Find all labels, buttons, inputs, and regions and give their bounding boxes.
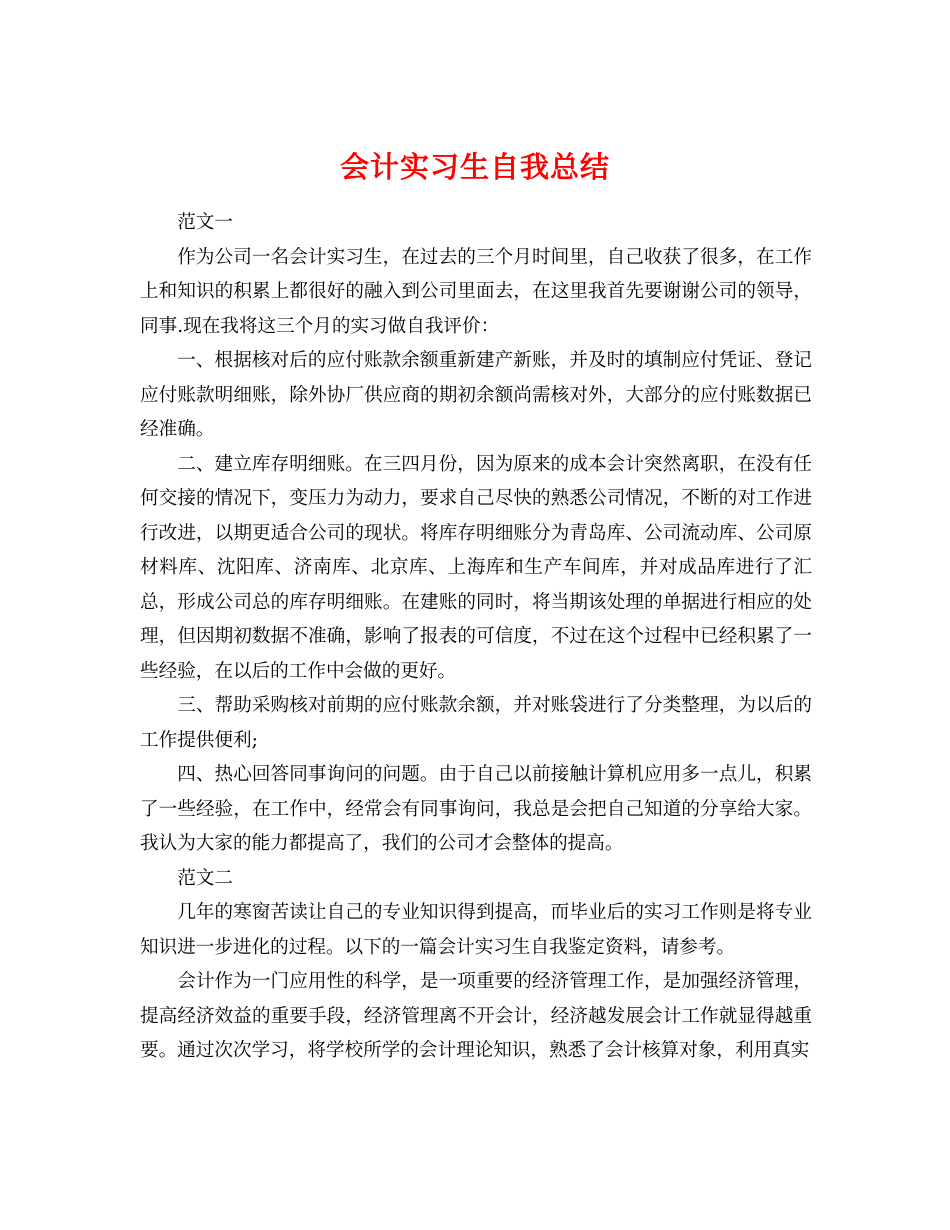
section-label: 范文一 bbox=[177, 212, 233, 233]
section-label: 范文二 bbox=[177, 867, 233, 889]
body-paragraph: 一、根据核对后的应付账款余额重新建产新账，并及时的填制应付凭证、登记应付账款明细账，除外协厂供应商的期初余额尚需核对外，大部分的应付账数据已经准确。 bbox=[140, 350, 812, 440]
body-paragraph: 四、热心回答同事询问的问题。由于自己以前接触计算机应用多一点儿，积累了一些经验，在工作中，经常会有同事询问，我总是会把自己知道的分享给大家。我认为大家的能力都提高了，我们的公司才会整体的提高。 bbox=[140, 764, 812, 854]
body-paragraph: 会计作为一门应用性的科学，是一项重要的经济管理工作，是加强经济管理，提高经济效益的重要手段，经济管理离不开会计，经济越发展会计工作就显得越重要。通过次次学习，将学校所学的会计理论知识，熟悉了会计核算对象，利用真实 bbox=[140, 971, 812, 1061]
body-paragraph: 二、建立库存明细账。在三四月份，因为原来的成本会计突然离职，在没有任何交接的情况下，变压力为动力，要求自己尽快的熟悉公司情况，不断的对工作进行改进，以期更适合公司的现状。将库存明细账分为青岛库、公司流动库、公司原材料库、沈阳库、济南库、北京库、上海库和生产车间库，并对成品库进行了汇总，形成公司总的库存明细账。在建账的同时，将当期该处理的单据进行相应的处理，但因期初数据不准确，影响了报表的可信度，不过在这个过程中已经积累了一些经验，在以后的工作中会做的更好。 bbox=[140, 453, 812, 682]
body-paragraph: 三、帮助采购核对前期的应付账款余额，并对账袋进行了分类整理，为以后的工作提供便利; bbox=[140, 695, 812, 751]
body-paragraph: 作为公司一名会计实习生，在过去的三个月时间里，自己收获了很多，在工作上和知识的积累上都很好的融入到公司里面去，在这里我首先要谢谢公司的领导，同事.现在我将这三个月的实习做自我评价： bbox=[140, 246, 812, 337]
document-body bbox=[140, 206, 812, 1069]
document-title: 会计实习生自我总结 bbox=[339, 150, 610, 185]
body-paragraph: 几年的寒窗苦读让自己的专业知识得到提高，而毕业后的实习工作则是将专业知识进一步进化的过程。以下的一篇会计实习生自我鉴定资料，请参考。 bbox=[140, 902, 812, 958]
